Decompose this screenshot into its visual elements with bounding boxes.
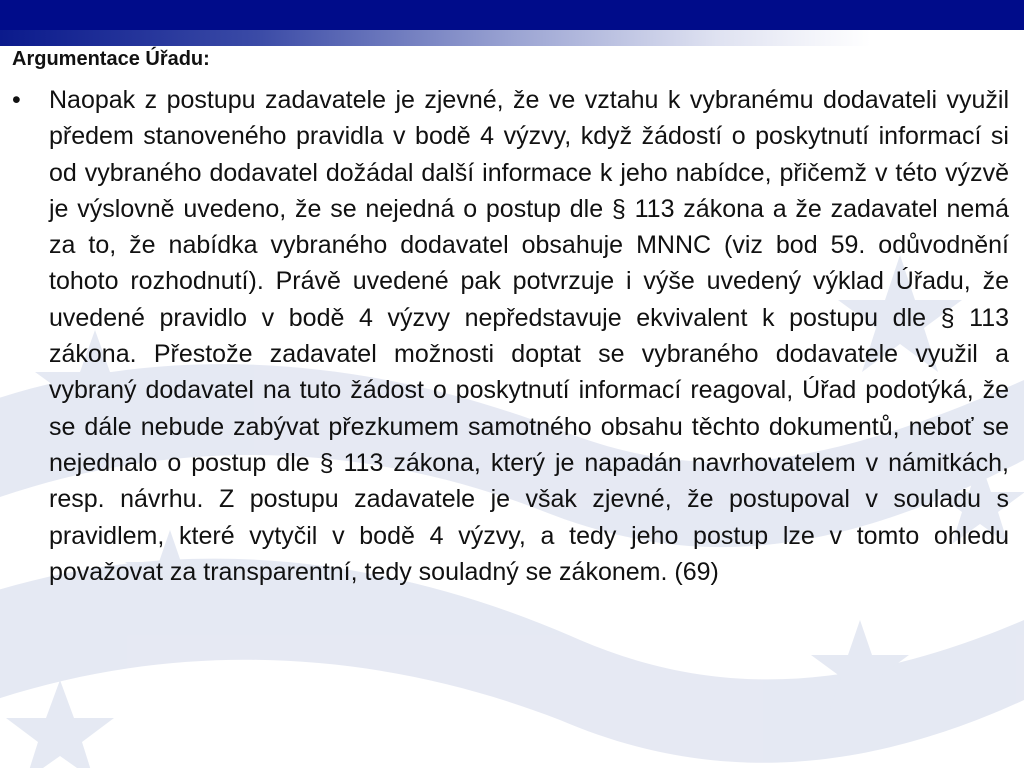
slide-heading: Argumentace Úřadu: [12, 48, 210, 70]
bullet-marker: • [12, 86, 21, 114]
bullet-paragraph: Naopak z postupu zadavatele je zjevné, že ve vztahu k vybranému dodavateli využil předem stanoveného pravidla v bodě 4 výzvy, když žádostí o poskytnutí informací si od vybraného dodavatel dožádal další informace k jeho nabídce, přičemž v této výzvě je výslovně uvedeno, že se nejedná o postup dle § 113 zákona a že zadavatel nemá za to, že nabídka vybraného dodavatel obsahuje MNNC (viz bod 59. odůvodnění tohoto rozhodnutí). Právě uvedené pak potvrzuje i výše uvedený výklad Úřadu, že uvedené pravidlo v bodě 4 výzvy nepředstavuje ekvivalent k postupu dle § 113 zákona. Přestože zadavatel možnosti doptat se vybraného dodavatele využil a vybraný dodavatel na tuto žádost o poskytnutí informací reagoval, Úřad podotýká, že se dále nebude zabývat přezkumem samotného obsahu těchto dokumentů, neboť se nejednalo o postup dle § 113 zákona, který je napadán navrhovatelem v námitkách, resp. návrhu. Z postupu zadavatele je však zjevné, že postupoval v souladu s pravidlem, které vytyčil v bodě 4 výzvy, a tedy jeho postup lze v tomto ohledu považovat za transparentní, tedy souladný se zákonem. (69) [49, 86, 1009, 586]
